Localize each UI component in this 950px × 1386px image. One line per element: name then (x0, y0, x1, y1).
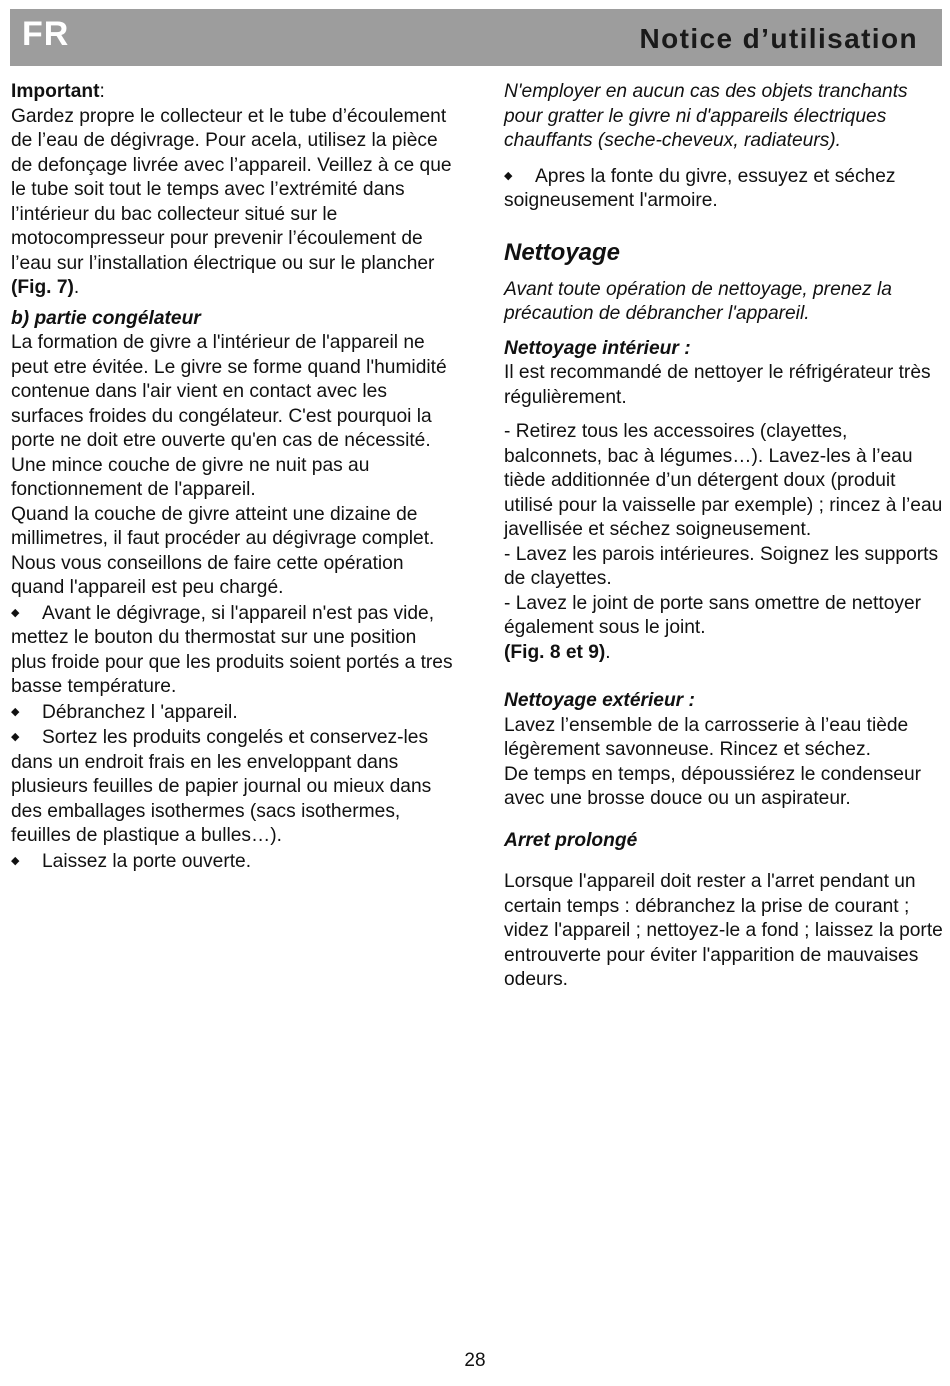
freezer-paragraph-1: La formation de givre a l'intérieur de l'appareil ne peut etre évitée. Le givre se forme quand l'humidité contenue dans l'air vient en contact avec les surfaces froides du congélateur. C'est pourquoi la porte ne doit etre ouverte qu'en cas de nécessité. Une mince couche de givre ne nuit pas au fonctionnement de l'appareil. (11, 332, 447, 500)
bullet-item (11, 725, 456, 849)
right-column (504, 80, 944, 993)
bullet-item (11, 849, 456, 875)
important-label: Important (11, 81, 100, 102)
freezer-paragraph-2: Quand la couche de givre atteint une dizaine de millimetres, il faut procéder au dégivrage complet. Nous vous conseillons de faire cette opération quand l'appareil est peu chargé. (11, 503, 435, 598)
warning-paragraph: N'employer en aucun cas des objets tranchants pour gratter le givre ni d'appareils électriques chauffants (seche-cheveux, radiateurs). (504, 81, 908, 151)
fig-7-reference: (Fig. 7) (11, 277, 74, 298)
interior-paragraph-4: - Lavez le joint de porte sans omettre de nettoyer également sous le joint. (504, 592, 922, 638)
bullet-diamond-icon: ◆ (11, 705, 20, 718)
interior-heading: Nettoyage intérieur : (504, 337, 691, 359)
important-colon: : (99, 81, 105, 102)
fig-8-9-reference: (Fig. 8 et 9) (504, 641, 606, 663)
interior-paragraph-2: - Retirez tous les accessoires (clayettes, balconnets, bac à légumes…). Lavez-les à l’eau tiède additionnée d’un détergent doux (produit utilisé pour la vaisselle par exemple) ; rincez à l’eau javellisée et séchez soigneusement. (504, 421, 943, 540)
important-paragraph (11, 105, 456, 301)
important-label-line (11, 80, 456, 105)
bullet-item (11, 700, 456, 726)
language-code: FR (22, 15, 70, 53)
interior-paragraph-3: - Lavez les parois intérieures. Soignez les supports de clayettes. (504, 543, 939, 589)
left-column (11, 80, 456, 874)
cleaning-heading: Nettoyage (504, 238, 621, 266)
bullet-item (504, 164, 944, 214)
bullet-item (11, 601, 456, 700)
bullet-diamond-icon: ◆ (11, 606, 20, 619)
exterior-heading: Nettoyage extérieur : (504, 690, 695, 711)
bullet-diamond-icon: ◆ (11, 854, 20, 867)
page-title: Notice d’utilisation (639, 23, 918, 54)
interior-paragraph-1: Il est recommandé de nettoyer le réfrigérateur très régulièrement. (504, 362, 931, 408)
freezer-heading: b) partie congélateur (11, 307, 201, 329)
important-text: Gardez propre le collecteur et le tube d’écoulement de l’eau de dégivrage. Pour acela, utilisez la pièce de defonçage livrée avec l’appareil. Veillez à ce que le tube soit tout le temps avec l’extrémité dans l’intérieur du bac collecteur situé sur le motocompresseur pour prevenir l’écoulement de l’eau sur l’installation électrique ou sur le plancher (11, 105, 452, 274)
prolonged-paragraph: Lorsque l'appareil doit rester a l'arret pendant un certain temps : débranchez la prise de courant ; videz l'appareil ; nettoyez-le a fond ; laissez la porte entrouverte pour éviter l'apparition de mauvaises odeurs. (504, 871, 943, 990)
page-header (10, 9, 942, 66)
bullet-text: Laissez la porte ouverte. (42, 850, 252, 872)
cleaning-intro: Avant toute opération de nettoyage, prenez la précaution de débrancher l'appareil. (504, 278, 892, 324)
bullet-diamond-icon: ◆ (11, 731, 20, 743)
exterior-paragraph-1: Lavez l’ensemble de la carrosserie à l’eau tiède légèrement savonneuse. Rincez et séchez. (504, 714, 909, 760)
fig-end: . (605, 641, 611, 663)
bullet-text: Apres la fonte du givre, essuyez et séchez soigneusement l'armoire. (504, 165, 896, 211)
bullet-diamond-icon: ◆ (504, 169, 513, 182)
prolonged-heading: Arret prolongé (504, 829, 638, 851)
page-number: 28 (464, 1350, 486, 1371)
bullet-text: Sortez les produits congelés et conservez-les dans un endroit frais en les enveloppant dans plusieurs feuilles de papier journal ou mieux dans des emballages isothermes (sacs isothermes, feuilles de plastique a bulles…). (11, 727, 432, 846)
important-end: . (73, 277, 80, 298)
bullet-text: Avant le dégivrage, si l'appareil n'est pas vide, mettez le bouton du thermostat sur une position plus froide pour que les produits soient portés a tres basse température. (11, 602, 453, 697)
exterior-paragraph-2: De temps en temps, dépoussiérez le condenseur avec une brosse douce ou un aspirateur. (504, 763, 922, 809)
bullet-text: Débranchez l 'appareil. (42, 701, 238, 723)
fig-8-9-line (504, 641, 944, 666)
